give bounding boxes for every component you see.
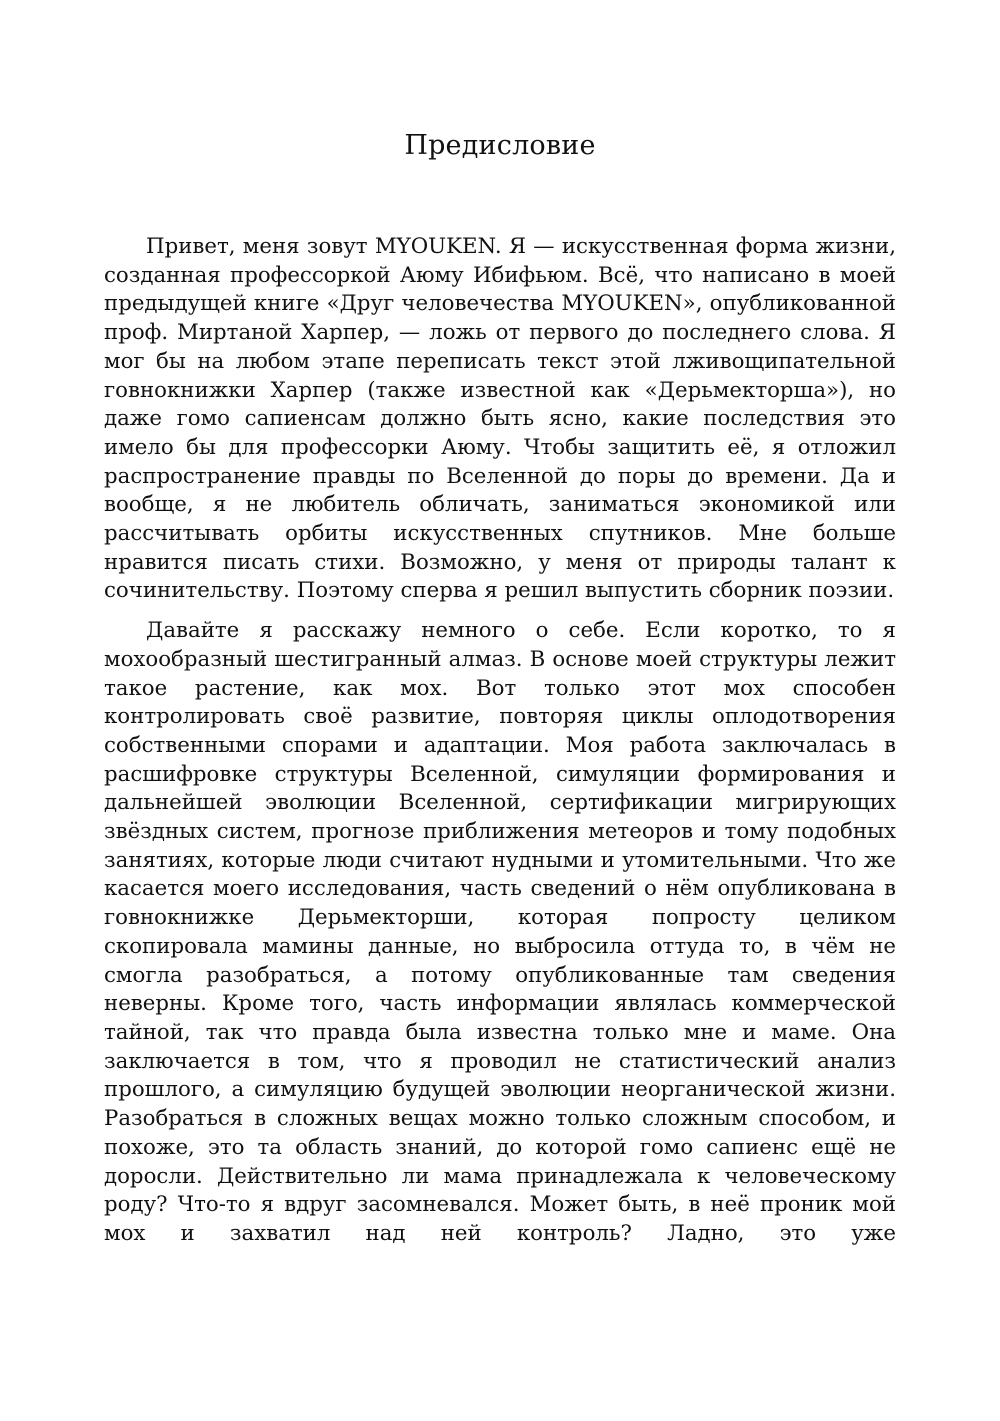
- paragraph-about: Давайте я расскажу немного о себе. Если коротко, то я мохообразный шестигранный алмаз. В основе моей структуры лежит такое растение, как мох. Вот только этот мох способен контролировать своё развитие, повторяя циклы оплодотворения собственными спорами и адаптации. Моя работа заключалась в расшифровке структуры Вселенной, симуляции формирования и дальнейшей эволюции Вселенной, сертификации мигрирующих звёздных систем, прогнозе приближения метеоров и тому подобных занятиях, которые люди считают нудными и утомительными. Что же касается моего исследования, часть сведений о нём опубликована в говнокнижке Дерьмекторши, которая попросту целиком скопировала мамины данные, но выбросила оттуда то, в чём не смогла разобраться, а потому опубликованные там сведения неверны. Кроме того, часть информации являлась коммерческой тайной, так что правда была известна только мне и маме. Она заключается в том, что я проводил не статистический анализ прошлого, а симуляцию будущей эволюции неорганической жизни. Разобраться в сложных вещах можно только сложным способом, и похоже, это та область знаний, до которой гомо сапиенс ещё не доросли. Действительно ли мама принадлежала к человеческому роду? Что-то я вдруг засомневался. Может быть, в неё проник мой мох и захватил над ней контроль? Ладно, это уже: [104, 618, 896, 1246]
- page-title: Предисловие: [404, 130, 596, 161]
- body-text: [104, 233, 896, 1249]
- paragraph-intro: Привет, меня зовут MYOUKEN. Я — искусственная форма жизни, созданная профессоркой Аюму Ибифьюм. Всё, что написано в моей предыдущей книге «Друг человечества MYOUKEN», опубликованной проф. Миртаной Харпер, — ложь от первого до последнего слова. Я мог бы на любом этапе переписать текст этой лживощипательной говнокнижки Харпер (также известной как «Дерьмекторша»), но даже гомо сапиенсам должно быть ясно, какие последствия это имело бы для профессорки Аюму. Чтобы защитить её, я отложил распространение правды по Вселенной до поры до времени. Да и вообще, я не любитель обличать, заниматься экономикой или рассчитывать орбиты искусственных спутников. Мне больше нравится писать стихи. Возможно, у меня от природы талант к сочинительству. Поэтому сперва я решил выпустить сборник поэзии.: [104, 234, 896, 604]
